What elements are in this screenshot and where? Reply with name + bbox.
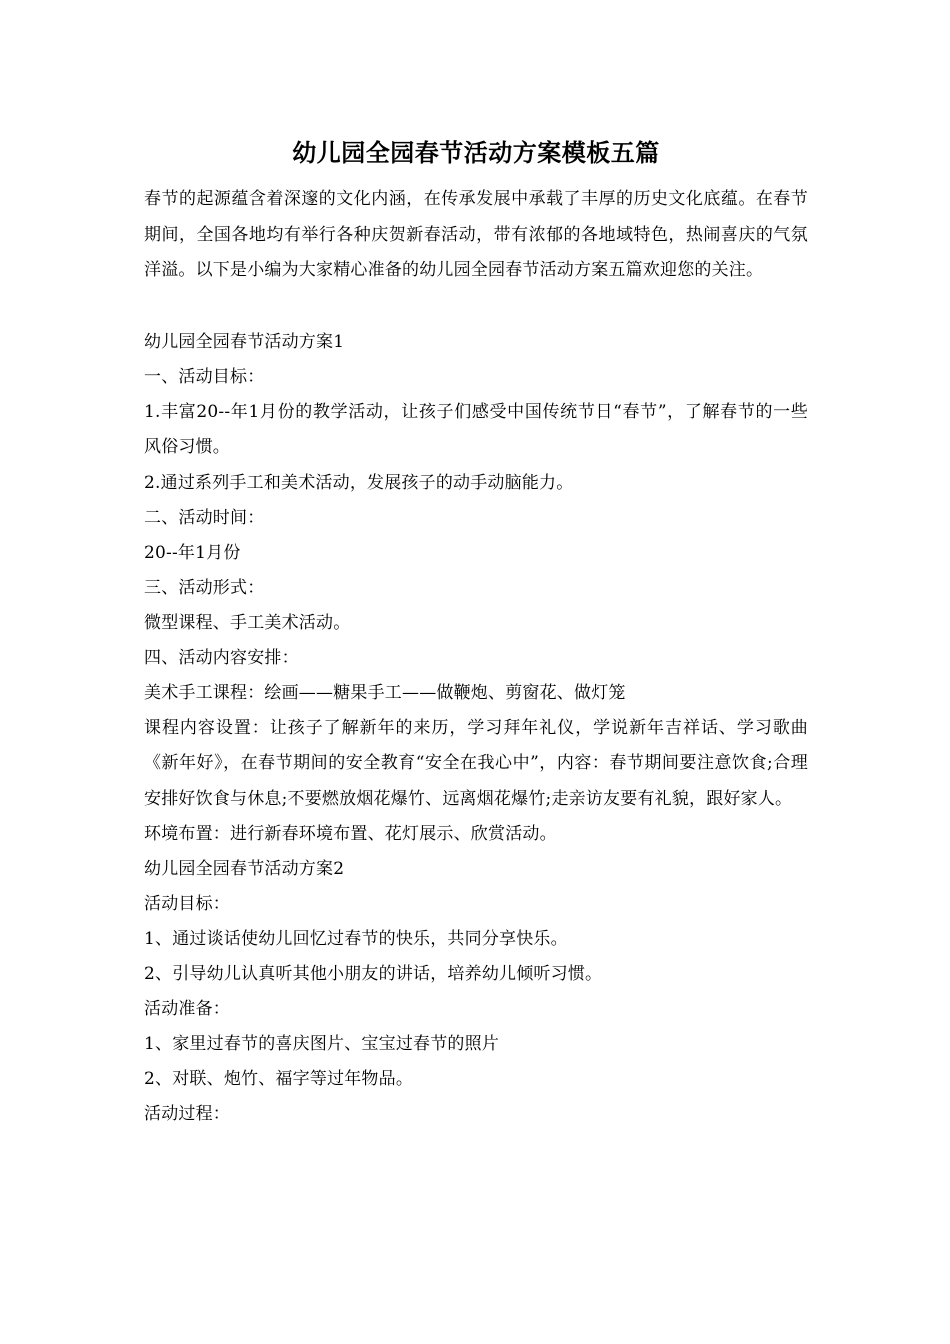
plan-1-content-heading: 四、活动内容安排： xyxy=(144,647,299,668)
plan-1-form-heading: 三、活动形式： xyxy=(144,577,265,598)
plan-1-environment: 环境布置：进行新春环境布置、花灯展示、欣赏活动。 xyxy=(144,824,557,844)
plan-2-process-heading: 活动过程： xyxy=(144,1104,230,1124)
plan-2-prep-heading: 活动准备： xyxy=(144,999,230,1019)
intro-paragraph: 春节的起源蕴含着深邃的文化内涵，在传承发展中承载了丰厚的历史文化底蕴。在春节期间，全国各地均有举行各种庆贺新春活动，带有浓郁的各地域特色，热闹喜庆的气氛洋溢。以下是小编为大家精心准备的幼儿园全园春节活动方案五篇欢迎您的关注。 xyxy=(144,189,808,280)
plan-1-course-setting: 课程内容设置：让孩子了解新年的来历，学习拜年礼仪，学说新年吉祥话、学习歌曲《新年好》，在春节期间的安全教育“安全在我心中”，内容：春节期间要注意饮食;合理安排好饮食与休息;不要燃放烟花爆竹、远离烟花爆竹;走亲访友要有礼貌，跟好家人。 xyxy=(144,717,808,809)
document-page xyxy=(144,128,808,1132)
blank-line xyxy=(144,289,808,325)
plan-2-goal-1: 1、通过谈话使幼儿回忆过春节的快乐，共同分享快乐。 xyxy=(144,929,568,949)
plan-1-time-heading: 二、活动时间： xyxy=(144,507,265,528)
plan-2-goal-heading: 活动目标： xyxy=(144,894,230,914)
plan-1-art-course: 美术手工课程：绘画——糖果手工——做鞭炮、剪窗花、做灯笼 xyxy=(144,682,626,703)
plan-2-prep-2: 2、对联、炮竹、福字等过年物品。 xyxy=(144,1069,414,1089)
plan-2-heading: 幼儿园全园春节活动方案2 xyxy=(144,859,345,879)
plan-1-time-value: 20--年1月份 xyxy=(144,542,241,563)
plan-1-form-value: 微型课程、手工美术活动。 xyxy=(144,612,351,633)
plan-1-goal-1: 1.丰富20--年1月份的教学活动，让孩子们感受中国传统节日“春节”，了解春节的一些风俗习惯。 xyxy=(144,401,808,457)
plan-1-heading: 幼儿园全园春节活动方案1 xyxy=(144,331,345,352)
plan-1-goal-2: 2.通过系列手工和美术活动，发展孩子的动手动脑能力。 xyxy=(144,472,574,493)
plan-2-goal-2: 2、引导幼儿认真听其他小朋友的讲话，培养幼儿倾听习惯。 xyxy=(144,964,603,984)
document-title: 幼儿园全园春节活动方案模板五篇 xyxy=(292,138,660,167)
plan-2-section xyxy=(144,852,808,1132)
plan-2-prep-1: 1、家里过春节的喜庆图片、宝宝过春节的照片 xyxy=(144,1034,500,1054)
plan-1-section xyxy=(144,325,808,853)
plan-1-goal-heading: 一、活动目标： xyxy=(144,366,265,387)
